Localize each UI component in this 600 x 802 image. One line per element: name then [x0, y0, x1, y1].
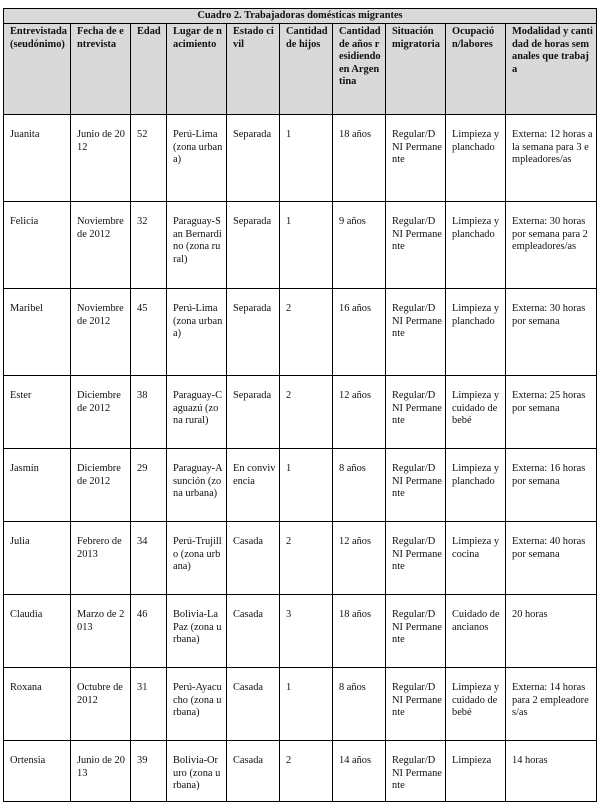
- table-cell: Limpieza y cuidado de bebé: [446, 376, 506, 449]
- table-cell: Paraguay-Asunción (zona urbana): [167, 449, 227, 522]
- table-cell: Limpieza: [446, 741, 506, 802]
- table-cell: Externa: 30 horas por semana: [506, 289, 597, 376]
- column-header: Entrevistada (seudónimo): [4, 24, 71, 115]
- table-cell: 2: [280, 741, 333, 802]
- table-row: [4, 449, 597, 522]
- table-cell: 39: [131, 741, 167, 802]
- table-cell: Limpieza y cuidado de bebé: [446, 668, 506, 741]
- table-row: [4, 522, 597, 595]
- table-cell: Roxana: [4, 668, 71, 741]
- table-row: [4, 595, 597, 668]
- table-cell: 8 años: [333, 449, 386, 522]
- table-cell: Octubre de 2012: [71, 668, 131, 741]
- table-cell: 1: [280, 202, 333, 289]
- table-cell: 2: [280, 522, 333, 595]
- table-cell: Junio de 2012: [71, 115, 131, 202]
- table-cell: Perú-Lima (zona urbana): [167, 289, 227, 376]
- table-cell: 14 horas: [506, 741, 597, 802]
- table-cell: Limpieza y planchado: [446, 202, 506, 289]
- table-cell: Jasmín: [4, 449, 71, 522]
- table-row: [4, 115, 597, 202]
- table-cell: 12 años: [333, 376, 386, 449]
- table-cell: Limpieza y planchado: [446, 289, 506, 376]
- table-cell: Regular/DNI Permanente: [386, 289, 446, 376]
- column-header: Cantidad de años residiendo en Argentina: [333, 24, 386, 115]
- table-cell: 45: [131, 289, 167, 376]
- table-cell: Regular/DNI Permanente: [386, 522, 446, 595]
- table-cell: Limpieza y planchado: [446, 115, 506, 202]
- table-cell: Casada: [227, 522, 280, 595]
- table-cell: Regular/DNI Permanente: [386, 115, 446, 202]
- table-cell: 1: [280, 449, 333, 522]
- table-row: [4, 376, 597, 449]
- column-header: Lugar de nacimiento: [167, 24, 227, 115]
- table-cell: Externa: 14 horas para 2 empleadores/as: [506, 668, 597, 741]
- table-cell: Bolivia-La Paz (zona urbana): [167, 595, 227, 668]
- table-cell: Maribel: [4, 289, 71, 376]
- table-row: [4, 202, 597, 289]
- column-header: Ocupación/labores: [446, 24, 506, 115]
- table-cell: Cuidado de ancianos: [446, 595, 506, 668]
- table-cell: 38: [131, 376, 167, 449]
- table-cell: 9 años: [333, 202, 386, 289]
- table-cell: Claudia: [4, 595, 71, 668]
- table-cell: Febrero de 2013: [71, 522, 131, 595]
- table-cell: Casada: [227, 741, 280, 802]
- column-header: Modalidad y cantidad de horas semanales que trabaja: [506, 24, 597, 115]
- table-cell: En convivencia: [227, 449, 280, 522]
- table-cell: Julia: [4, 522, 71, 595]
- column-header: Fecha de entrevista: [71, 24, 131, 115]
- table-cell: Regular/DNI Permanente: [386, 595, 446, 668]
- table-cell: 18 años: [333, 115, 386, 202]
- table-cell: 2: [280, 376, 333, 449]
- table-cell: Regular/DNI Permanente: [386, 741, 446, 802]
- table-cell: 20 horas: [506, 595, 597, 668]
- table-cell: 8 años: [333, 668, 386, 741]
- table-cell: Ester: [4, 376, 71, 449]
- table-cell: Felicia: [4, 202, 71, 289]
- table-row: [4, 741, 597, 802]
- table-cell: Externa: 40 horas por semana: [506, 522, 597, 595]
- table-cell: Separada: [227, 202, 280, 289]
- table-cell: Noviembre de 2012: [71, 202, 131, 289]
- table-row: [4, 668, 597, 741]
- table-cell: Limpieza y cocina: [446, 522, 506, 595]
- table-cell: Diciembre de 2012: [71, 449, 131, 522]
- table-cell: Regular/DNI Permanente: [386, 376, 446, 449]
- table-cell: Perú-Ayacucho (zona urbana): [167, 668, 227, 741]
- column-header: Edad: [131, 24, 167, 115]
- table-cell: Paraguay-Caguazú (zona rural): [167, 376, 227, 449]
- migrant-workers-table-container: [3, 8, 596, 802]
- column-header: Estado civil: [227, 24, 280, 115]
- table-cell: Diciembre de 2012: [71, 376, 131, 449]
- table-cell: Limpieza y planchado: [446, 449, 506, 522]
- table-cell: Separada: [227, 376, 280, 449]
- table-cell: 29: [131, 449, 167, 522]
- table-cell: 1: [280, 668, 333, 741]
- table-cell: 3: [280, 595, 333, 668]
- table-cell: 2: [280, 289, 333, 376]
- table-cell: Casada: [227, 668, 280, 741]
- column-header: Cantidad de hijos: [280, 24, 333, 115]
- table-cell: Regular/DNI Permanente: [386, 668, 446, 741]
- column-header: Situación migratoria: [386, 24, 446, 115]
- table-cell: 32: [131, 202, 167, 289]
- table-cell: Marzo de 2013: [71, 595, 131, 668]
- table-cell: Regular/DNI Permanente: [386, 449, 446, 522]
- table-cell: Casada: [227, 595, 280, 668]
- table-cell: Separada: [227, 289, 280, 376]
- table-cell: 12 años: [333, 522, 386, 595]
- table-cell: Externa: 16 horas por semana: [506, 449, 597, 522]
- table-cell: Perú-Trujillo (zona urbana): [167, 522, 227, 595]
- table-cell: 31: [131, 668, 167, 741]
- table-cell: Juanita: [4, 115, 71, 202]
- table-cell: Externa: 25 horas por semana: [506, 376, 597, 449]
- table-cell: Regular/DNI Permanente: [386, 202, 446, 289]
- table-cell: Paraguay-San Bernardino (zona rural): [167, 202, 227, 289]
- table-cell: 52: [131, 115, 167, 202]
- table-cell: 14 años: [333, 741, 386, 802]
- table-header-row: [4, 24, 597, 115]
- table-cell: Junio de 2013: [71, 741, 131, 802]
- table-cell: Noviembre de 2012: [71, 289, 131, 376]
- table-cell: Separada: [227, 115, 280, 202]
- table-cell: 18 años: [333, 595, 386, 668]
- table-cell: 16 años: [333, 289, 386, 376]
- table-cell: Externa: 12 horas a la semana para 3 empleadores/as: [506, 115, 597, 202]
- table-cell: 46: [131, 595, 167, 668]
- table-cell: Perú-Lima (zona urbana): [167, 115, 227, 202]
- table-cell: Bolivia-Oruro (zona urbana): [167, 741, 227, 802]
- table-title: Cuadro 2. Trabajadoras domésticas migrantes: [4, 9, 597, 24]
- table-cell: Ortensia: [4, 741, 71, 802]
- table-row: [4, 289, 597, 376]
- table-cell: 1: [280, 115, 333, 202]
- table-cell: Externa: 30 horas por semana para 2 empleadores/as: [506, 202, 597, 289]
- migrant-workers-table: [3, 8, 597, 802]
- table-cell: 34: [131, 522, 167, 595]
